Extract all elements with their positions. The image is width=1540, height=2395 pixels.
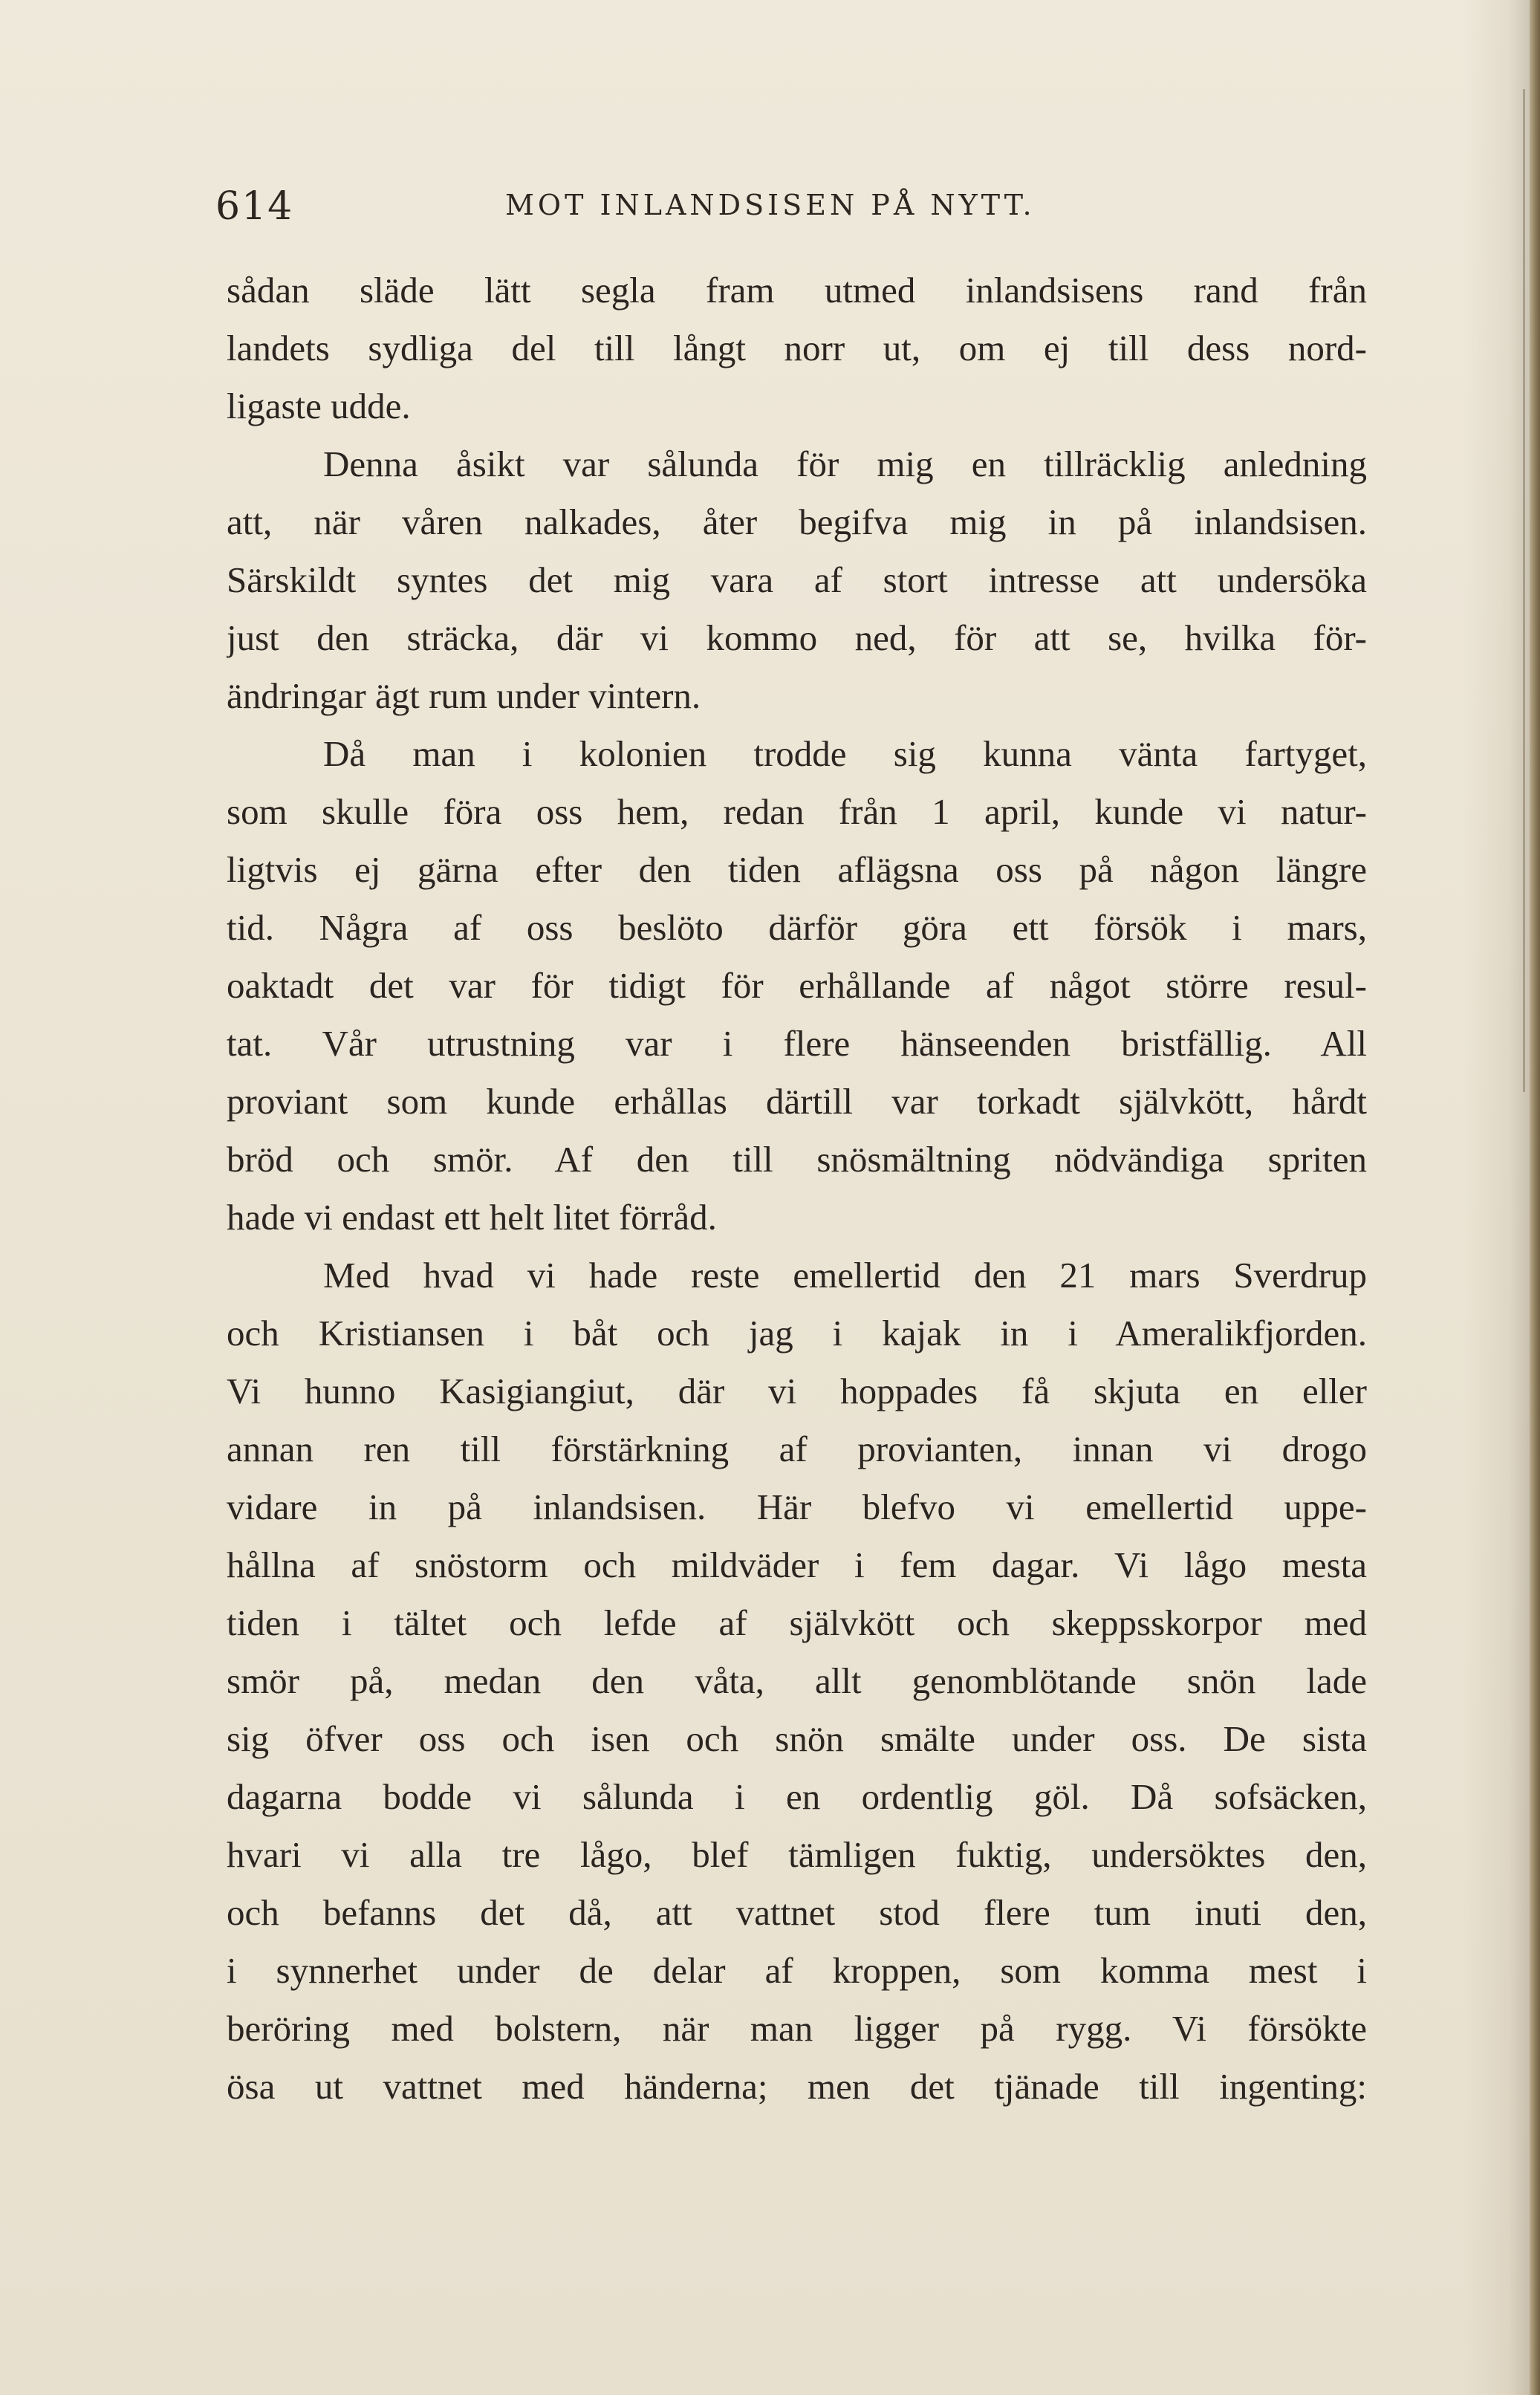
text-line: hållna af snöstorm och mildväder i fem dagar. Vi lågo mesta [227, 1544, 1367, 1585]
text-line: Särskildt syntes det mig vara af stort intresse att undersöka [227, 559, 1367, 600]
text-line: Denna åsikt var sålunda för mig en tillräcklig anledning [323, 443, 1367, 484]
text-line: just den sträcka, där vi kommo ned, för att se, hvilka för- [227, 617, 1367, 658]
text-line: som skulle föra oss hem, redan från 1 april, kunde vi natur- [227, 791, 1367, 832]
text-line: att, när våren nalkades, åter begifva mig in på inlandsisen. [227, 501, 1367, 542]
running-head: MOT INLANDSISEN PÅ NYTT. [505, 189, 1036, 221]
text-line: tiden i tältet och lefde af självkött och skeppsskorpor med [227, 1602, 1367, 1643]
text-line: i synnerhet under de delar af kroppen, som komma mest i [227, 1950, 1367, 1991]
text-line: bröd och smör. Af den till snösmältning nödvändiga spriten [227, 1139, 1367, 1180]
page-edge [1530, 0, 1540, 2395]
text-line: ligaste udde. [227, 386, 411, 426]
text-line: sådan släde lätt segla fram utmed inlandsisens rand från [227, 270, 1367, 311]
body-text [227, 261, 1367, 2116]
text-line: smör på, medan den våta, allt genomblötande snön lade [227, 1660, 1367, 1701]
text-line: Då man i kolonien trodde sig kunna vänta fartyget, [323, 733, 1367, 774]
text-line: ändringar ägt rum under vintern. [227, 675, 701, 716]
text-line: hvari vi alla tre lågo, blef tämligen fuktig, undersöktes den, [227, 1834, 1367, 1875]
page-number: 614 [215, 184, 294, 229]
text-line: vidare in på inlandsisen. Här blefvo vi emellertid uppe- [227, 1486, 1367, 1527]
text-line: Med hvad vi hade reste emellertid den 21 mars Sverdrup [323, 1255, 1367, 1296]
page-header [215, 178, 1374, 230]
text-line: tid. Några af oss beslöto därför göra ett försök i mars, [227, 907, 1367, 948]
text-line: sig öfver oss och isen och snön smälte under oss. De sista [227, 1718, 1367, 1759]
text-line: dagarna bodde vi sålunda i en ordentlig göl. Då sofsäcken, [227, 1776, 1367, 1817]
text-line: ligtvis ej gärna efter den tiden aflägsna oss på någon längre [227, 849, 1367, 890]
text-line: hade vi endast ett helt litet förråd. [227, 1197, 717, 1238]
text-line: landets sydliga del till långt norr ut, om ej till dess nord- [227, 328, 1367, 368]
text-line: och befanns det då, att vattnet stod flere tum inuti den, [227, 1892, 1367, 1933]
binding-shadow [1523, 89, 1525, 1092]
text-line: Vi hunno Kasigiangiut, där vi hoppades få skjuta en eller [227, 1371, 1367, 1411]
text-line: ösa ut vattnet med händerna; men det tjänade till ingenting: [227, 2066, 1367, 2107]
text-line: oaktadt det var för tidigt för erhållande af något större resul- [227, 965, 1367, 1006]
text-line: annan ren till förstärkning af provianten, innan vi drogo [227, 1429, 1367, 1469]
text-line: beröring med bolstern, när man ligger på rygg. Vi försökte [227, 2008, 1367, 2049]
text-line: proviant som kunde erhållas därtill var torkadt självkött, hårdt [227, 1081, 1367, 1122]
text-line: tat. Vår utrustning var i flere hänseenden bristfällig. All [227, 1023, 1367, 1064]
text-line: och Kristiansen i båt och jag i kajak in i Ameralikfjorden. [227, 1313, 1367, 1354]
